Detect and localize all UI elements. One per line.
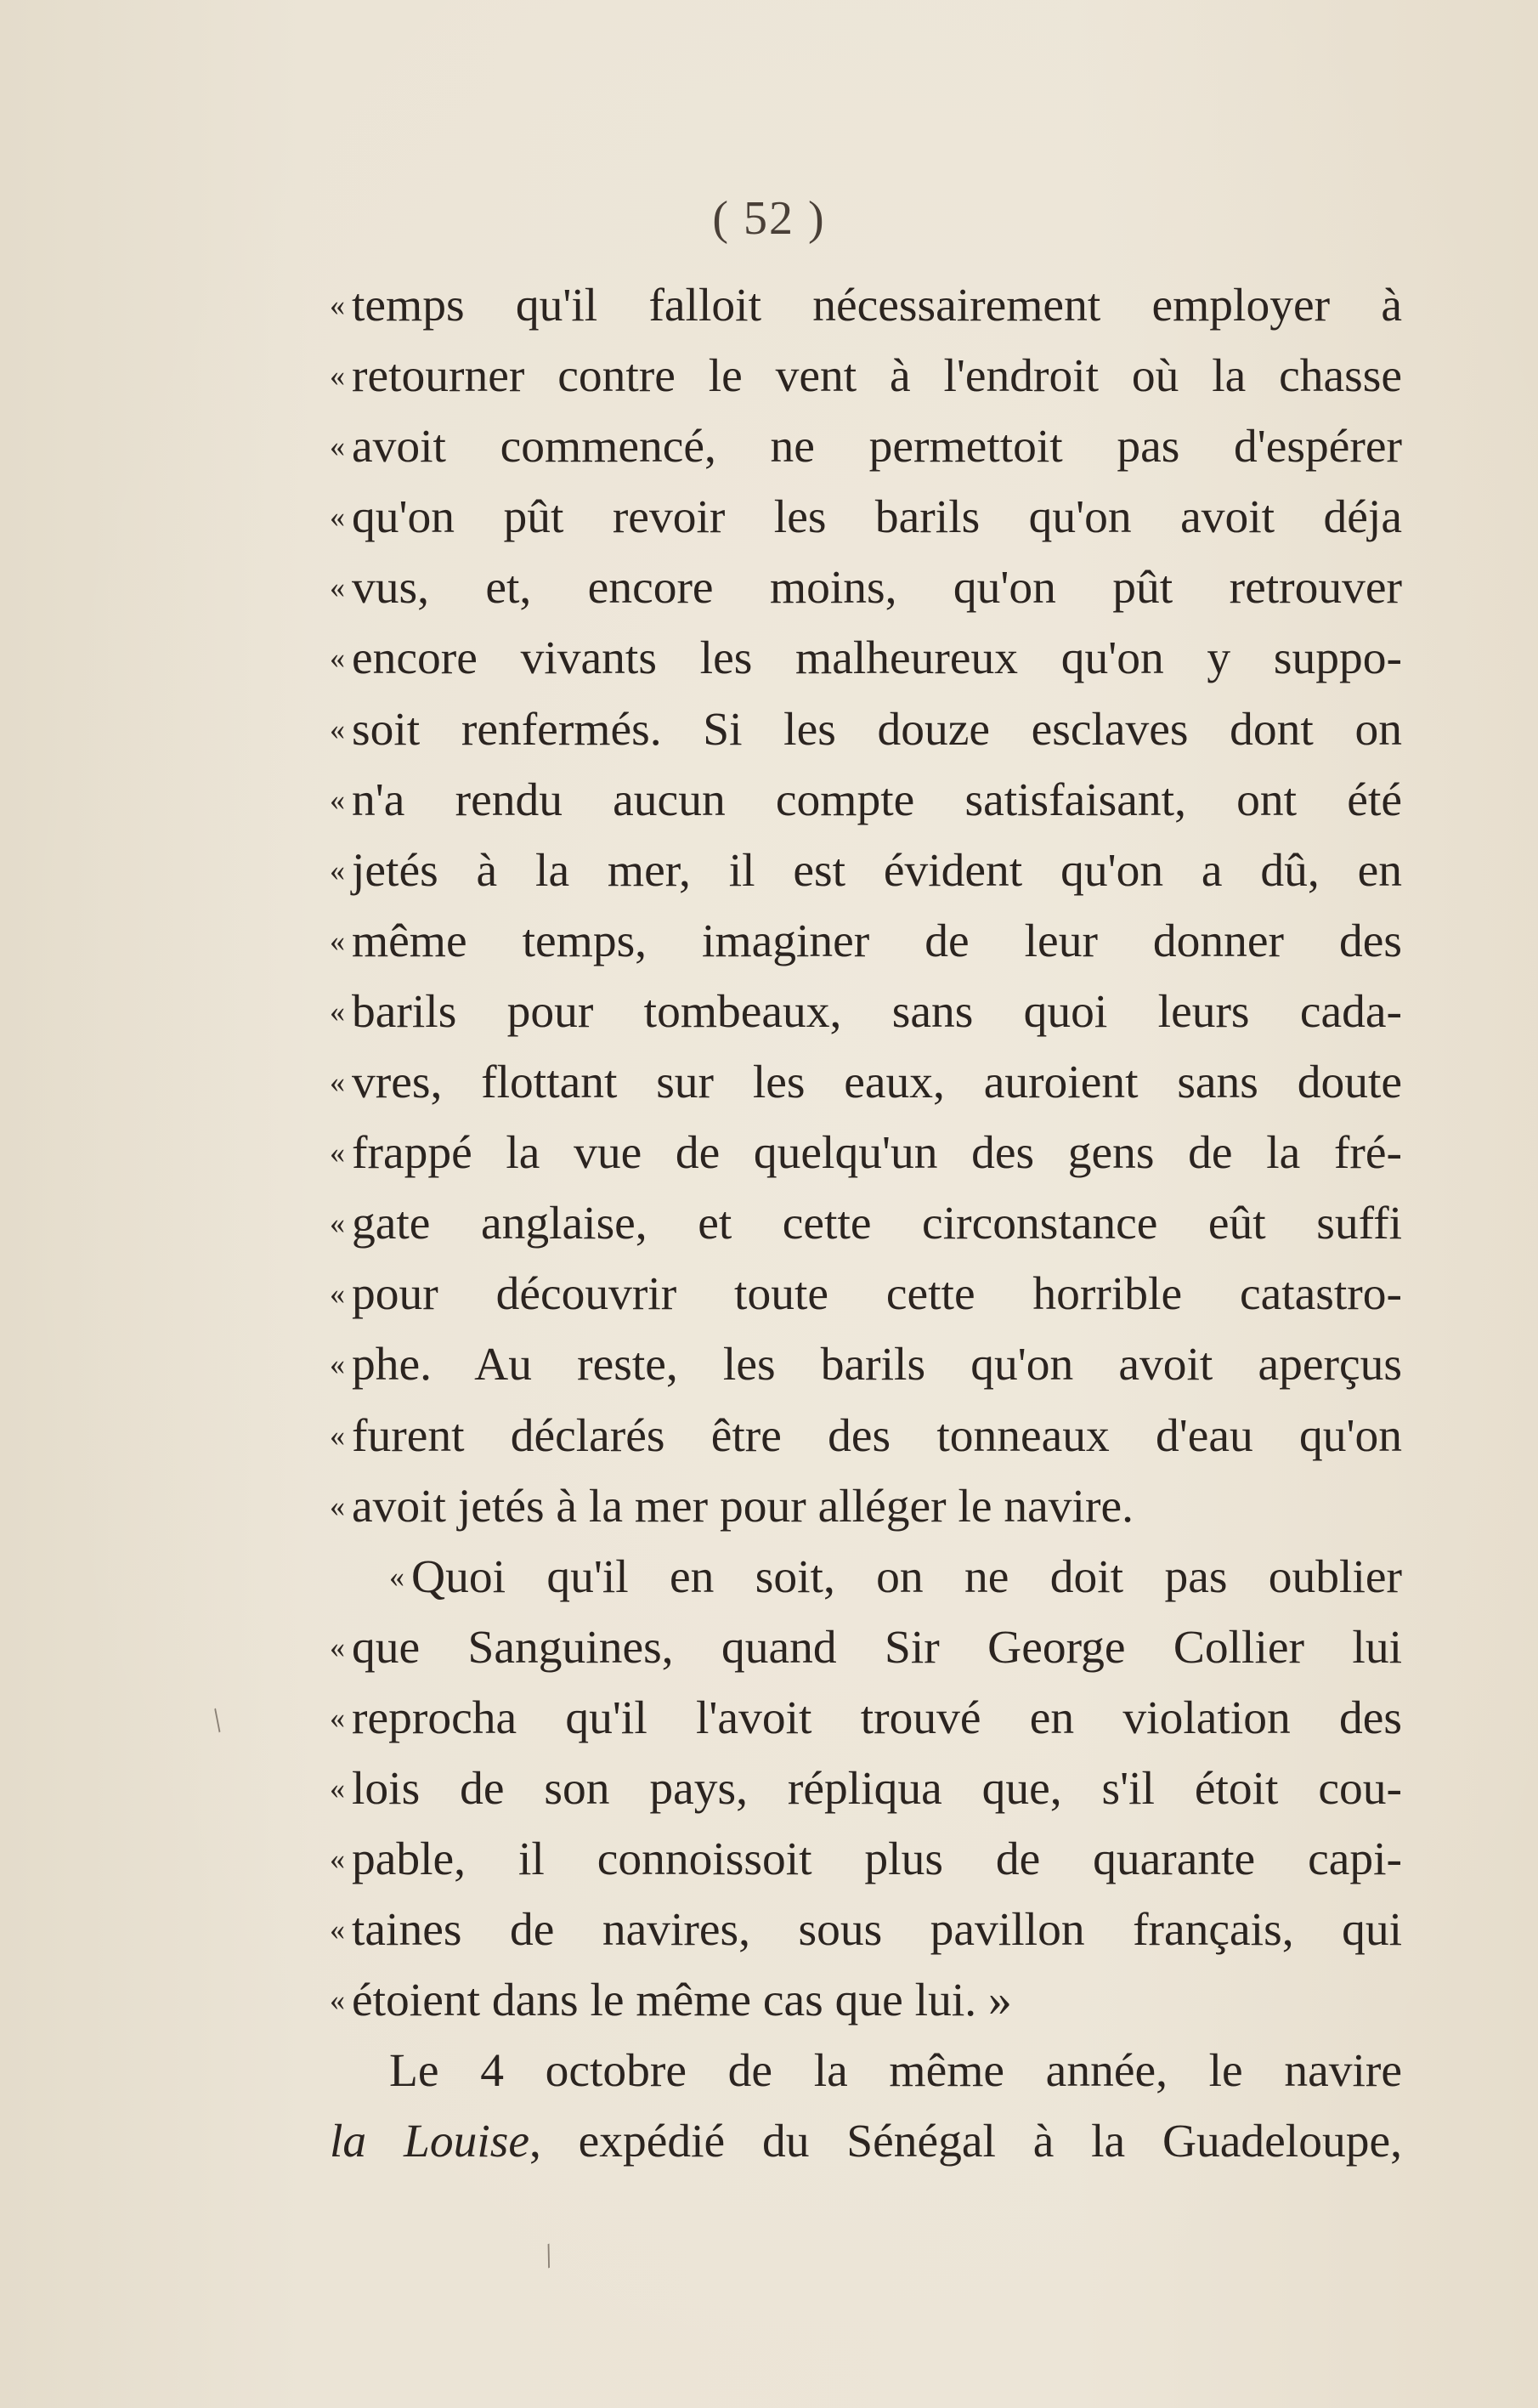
text-line: « furent déclarés être des tonneaux d'eau qu'on <box>330 1409 1402 1462</box>
text-line: « gate anglaise, et cette circonstance eût suffi <box>330 1198 1402 1250</box>
text-line: « vres, flottant sur les eaux, auroient sans doute <box>330 1057 1402 1109</box>
text-line: « jetés à la mer, il est évident qu'on a dû, en <box>330 844 1402 897</box>
text-line: « Quoi qu'il en soit, on ne doit pas oublier <box>389 1550 1402 1603</box>
stray-mark: / <box>203 1701 231 1739</box>
text-line: « qu'on pût revoir les barils qu'on avoit déja <box>330 491 1402 544</box>
text-line: « étoient dans le même cas que lui. » <box>330 1975 1012 2027</box>
text-line: « lois de son pays, répliqua que, s'il étoit cou- <box>330 1762 1402 1815</box>
text-line: « encore vivants les malheureux qu'on y suppo- <box>330 632 1402 685</box>
ship-name: la Louise <box>330 2116 529 2168</box>
page-number: ( 52 ) <box>712 192 826 245</box>
text-line: « n'a rendu aucun compte satisfaisant, ont été <box>330 773 1402 826</box>
text-line: « reprocha qu'il l'avoit trouvé en violation des <box>330 1691 1402 1744</box>
text-line: « que Sanguines, quand Sir George Collier lui <box>330 1621 1402 1674</box>
text-line: « avoit commencé, ne permettoit pas d'espérer <box>330 421 1402 473</box>
text-line: « soit renfermés. Si les douze esclaves dont on <box>330 703 1402 756</box>
text-line: « temps qu'il falloit nécessairement employer à <box>330 280 1402 331</box>
text-line: Le 4 octobre de la même année, le navire <box>389 2045 1402 2098</box>
text-line: « frappé la vue de quelqu'un des gens de la fré- <box>330 1127 1402 1180</box>
text-line: « taines de navires, sous pavillon français, qui <box>330 1904 1402 1957</box>
text-line: « avoit jetés à la mer pour alléger le navire. <box>330 1480 1134 1533</box>
text-line: « retourner contre le vent à l'endroit où la chasse <box>330 350 1402 403</box>
text-line: « même temps, imaginer de leur donner des <box>330 915 1402 967</box>
stray-mark: / <box>537 2235 560 2275</box>
text-line: « phe. Au reste, les barils qu'on avoit aperçus <box>330 1339 1402 1391</box>
text-line: la Louise, expédié du Sénégal à la Guadeloupe, <box>330 2116 1402 2168</box>
page-body-text <box>330 270 1402 2178</box>
text-line: « pable, il connoissoit plus de quarante capi- <box>330 1833 1402 1886</box>
text-line: « pour découvrir toute cette horrible catastro- <box>330 1268 1402 1321</box>
text-line: « barils pour tombeaux, sans quoi leurs cada- <box>330 985 1402 1038</box>
text-line: « vus, et, encore moins, qu'on pût retrouver <box>330 562 1402 615</box>
